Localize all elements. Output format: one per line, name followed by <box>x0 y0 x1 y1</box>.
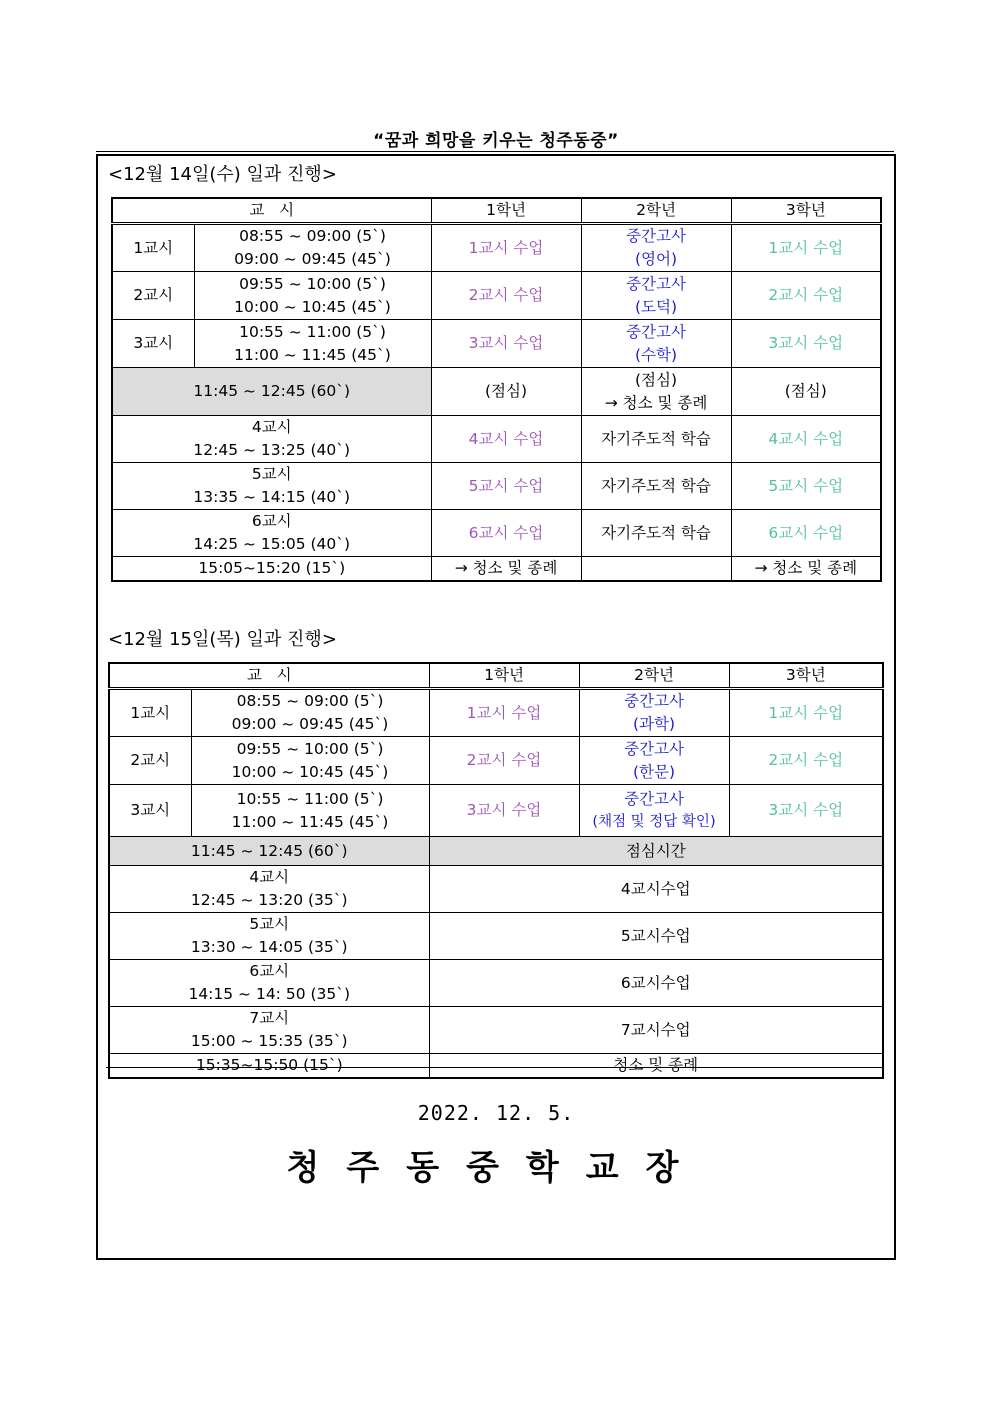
period-label: 7교시 <box>249 1009 290 1027</box>
table-row <box>109 1007 883 1054</box>
period-time <box>109 913 429 960</box>
grade3-cell: → 청소 및 종례 <box>731 557 881 582</box>
time-line: 12:45 ~ 13:20 (35`) <box>190 891 348 909</box>
table-row <box>112 320 881 368</box>
day2-schedule-table <box>108 662 884 1079</box>
lunch-label: (점심) <box>634 370 678 389</box>
exam-subject: (영어) <box>634 250 678 268</box>
grade1-cell: → 청소 및 종례 <box>431 557 581 582</box>
grade1-cell: 6교시 수업 <box>431 510 581 557</box>
grade3-cell: 2교시 수업 <box>731 272 881 320</box>
table-underline <box>106 1067 884 1068</box>
grade2-cell <box>581 320 731 368</box>
time-line: 10:55 ~ 11:00 (5`) <box>236 789 384 808</box>
header-grade2: 2학년 <box>581 198 731 224</box>
period-label: 1교시 <box>112 224 194 272</box>
table-row <box>109 913 883 960</box>
header-grade3: 3학년 <box>731 198 881 224</box>
grade3-cell: (점심) <box>731 368 881 416</box>
time-line: 10:00 ~ 10:45 (45`) <box>234 297 391 316</box>
time-line: 14:15 ~ 14: 50 (35`) <box>188 985 351 1003</box>
class-cell: 4교시수업 <box>429 866 883 913</box>
lunch-time: 11:45 ~ 12:45 (60`) <box>109 837 429 866</box>
time-line: 10:00 ~ 10:45 (45`) <box>231 762 389 781</box>
grade1-cell: 3교시 수업 <box>431 320 581 368</box>
grade3-cell: 4교시 수업 <box>731 416 881 463</box>
period-label: 3교시 <box>112 320 194 368</box>
table-row <box>109 866 883 913</box>
grade1-cell: 1교시 수업 <box>431 224 581 272</box>
time-line: 08:55 ~ 09:00 (5`) <box>236 692 384 710</box>
day2-title: <12월 15일(목) 일과 진행> <box>108 629 337 650</box>
period-label: 5교시 <box>251 465 292 483</box>
closing-row <box>112 557 881 582</box>
period-time <box>109 1007 429 1054</box>
class-cell: 7교시수업 <box>429 1007 883 1054</box>
grade3-cell: 3교시 수업 <box>729 785 883 837</box>
issue-date: 2022. 12. 5. <box>417 1101 575 1125</box>
grade2-cell: 자기주도적 학습 <box>581 416 731 463</box>
grade2-cell: 자기주도적 학습 <box>581 510 731 557</box>
period-time <box>112 416 431 463</box>
period-time <box>109 960 429 1007</box>
period-time <box>112 463 431 510</box>
period-time <box>194 320 431 368</box>
table-row <box>112 224 881 272</box>
exam-label: 중간고사 <box>626 227 686 245</box>
time-line: 09:00 ~ 09:45 (45`) <box>234 250 391 268</box>
time-line: 09:55 ~ 10:00 (5`) <box>239 274 386 293</box>
period-label: 6교시 <box>249 962 290 980</box>
time-line: 09:00 ~ 09:45 (45`) <box>231 715 389 733</box>
time-line: 10:55 ~ 11:00 (5`) <box>239 322 386 341</box>
time-line: 14:25 ~ 15:05 (40`) <box>193 535 351 553</box>
grade1-cell: 4교시 수업 <box>431 416 581 463</box>
grade2-cell <box>581 557 731 582</box>
period-label: 2교시 <box>109 737 191 785</box>
table-row <box>112 416 881 463</box>
time-line: 13:35 ~ 14:15 (40`) <box>193 488 351 506</box>
header-rule <box>96 151 894 152</box>
grade1-cell: 1교시 수업 <box>429 689 579 737</box>
grade3-cell: 1교시 수업 <box>731 224 881 272</box>
closing-label: 청소 및 종례 <box>429 1054 883 1079</box>
header-grade3: 3학년 <box>729 663 883 689</box>
time-line: 11:00 ~ 11:45 (45`) <box>234 345 391 364</box>
header-grade1: 1학년 <box>431 198 581 224</box>
period-time <box>194 224 431 272</box>
grade1-cell: 5교시 수업 <box>431 463 581 510</box>
exam-subject: (수학) <box>634 345 678 364</box>
time-line: 11:00 ~ 11:45 (45`) <box>231 812 389 831</box>
grade3-cell: 3교시 수업 <box>731 320 881 368</box>
time-line: 08:55 ~ 09:00 (5`) <box>239 227 386 245</box>
closing-time: 15:35~15:50 (15`) <box>109 1054 429 1079</box>
grade2-cell <box>579 689 729 737</box>
period-time <box>194 272 431 320</box>
header-grade2: 2학년 <box>579 663 729 689</box>
lunch-label: 점심시간 <box>429 837 883 866</box>
day1-schedule-table <box>111 197 882 582</box>
grade3-cell: 6교시 수업 <box>731 510 881 557</box>
time-line: 15:00 ~ 15:35 (35`) <box>190 1032 348 1050</box>
period-label: 2교시 <box>112 272 194 320</box>
grade1-cell: (점심) <box>431 368 581 416</box>
time-line: 13:30 ~ 14:05 (35`) <box>190 938 348 956</box>
grade2-cell <box>581 224 731 272</box>
period-time <box>191 689 429 737</box>
class-cell: 6교시수업 <box>429 960 883 1007</box>
exam-subject: (도덕) <box>634 297 678 316</box>
table-row <box>109 960 883 1007</box>
period-label: 5교시 <box>249 915 290 933</box>
exam-label: 중간고사 <box>624 692 684 710</box>
header-grade1: 1학년 <box>429 663 579 689</box>
lunch-row <box>109 837 883 866</box>
period-label: 3교시 <box>109 785 191 837</box>
exam-label: 중간고사 <box>624 739 684 758</box>
exam-subject: (과학) <box>632 715 676 733</box>
lunch-time: 11:45 ~ 12:45 (60`) <box>112 368 431 416</box>
grade2-cell: 자기주도적 학습 <box>581 463 731 510</box>
grade1-cell: 2교시 수업 <box>431 272 581 320</box>
closing-time: 15:05~15:20 (15`) <box>112 557 431 582</box>
exam-label: 중간고사 <box>626 322 686 341</box>
closing-row <box>109 1054 883 1079</box>
exam-label: 중간고사 <box>626 274 686 293</box>
grade2-cell <box>581 368 731 416</box>
grade3-cell: 5교시 수업 <box>731 463 881 510</box>
grade2-cell <box>581 272 731 320</box>
period-label: 6교시 <box>251 512 292 530</box>
class-cell: 5교시수업 <box>429 913 883 960</box>
period-time <box>112 510 431 557</box>
period-time <box>191 737 429 785</box>
period-time <box>191 785 429 837</box>
table-row <box>112 510 881 557</box>
lunch-row <box>112 368 881 416</box>
grade1-cell: 2교시 수업 <box>429 737 579 785</box>
period-time <box>109 866 429 913</box>
exam-subject: (채점 및 정답 확인) <box>592 813 716 830</box>
table-header-row <box>109 663 883 689</box>
header-period: 교 시 <box>109 663 429 689</box>
exam-label: 중간고사 <box>624 789 684 808</box>
grade2-cell <box>579 737 729 785</box>
exam-subject: (한문) <box>632 762 676 781</box>
table-row <box>109 737 883 785</box>
grade1-cell: 3교시 수업 <box>429 785 579 837</box>
period-label: 4교시 <box>249 868 290 886</box>
cleanup-label: → 청소 및 종례 <box>604 393 708 412</box>
table-row <box>109 689 883 737</box>
table-row <box>109 785 883 837</box>
time-line: 12:45 ~ 13:25 (40`) <box>193 441 351 459</box>
table-header-row <box>112 198 881 224</box>
grade3-cell: 1교시 수업 <box>729 689 883 737</box>
time-line: 09:55 ~ 10:00 (5`) <box>236 739 384 758</box>
day1-title: <12월 14일(수) 일과 진행> <box>108 164 337 185</box>
table-row <box>112 463 881 510</box>
school-motto: “꿈과 희망을 키우는 청주동중” <box>373 131 619 151</box>
period-label: 1교시 <box>109 689 191 737</box>
principal-signature: 청주동중학교장 <box>286 1148 706 1188</box>
grade2-cell <box>579 785 729 837</box>
grade3-cell: 2교시 수업 <box>729 737 883 785</box>
table-row <box>112 272 881 320</box>
period-label: 4교시 <box>251 418 292 436</box>
header-period: 교 시 <box>112 198 431 224</box>
